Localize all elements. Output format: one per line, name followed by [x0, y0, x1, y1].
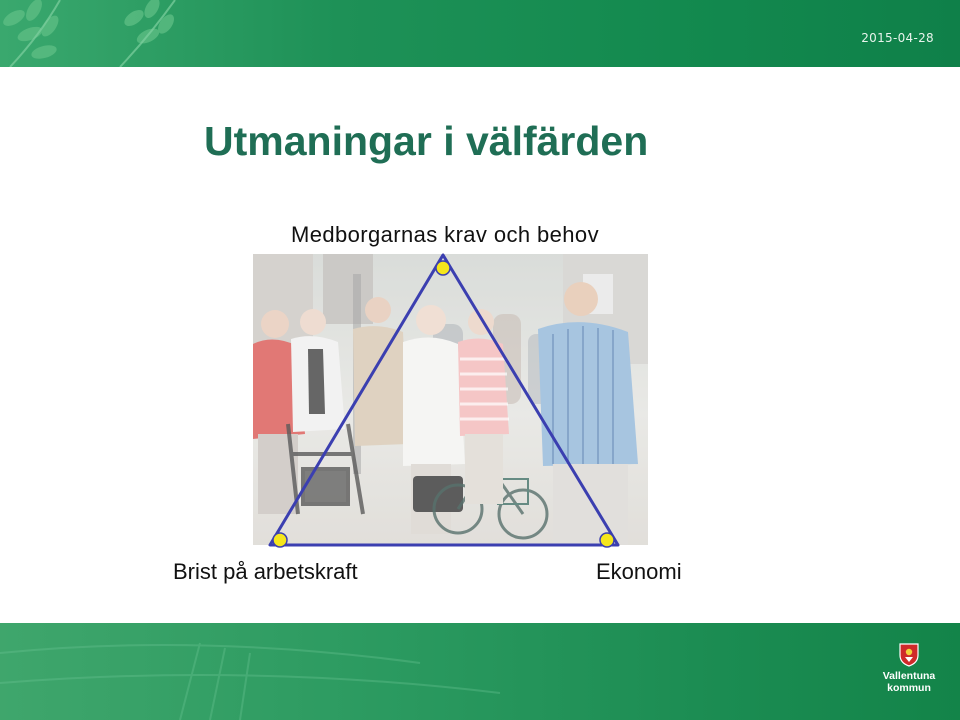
slide-title: Utmaningar i välfärden [204, 118, 649, 164]
leaf-decoration-icon [0, 0, 200, 67]
logo-text-vallentuna: Vallentuna [882, 670, 936, 682]
crowd-photo-image [253, 254, 648, 545]
municipality-crest-icon [899, 643, 919, 667]
background-photo [253, 254, 648, 545]
corner-label-top: Medborgarnas krav och behov [291, 222, 599, 247]
header-band [0, 0, 960, 67]
vallentuna-logo [878, 643, 940, 699]
footer-band [0, 623, 960, 720]
corner-label-right: Ekonomi [596, 559, 682, 584]
slide-date: 2015-04-28 [861, 31, 934, 45]
corner-label-left: Brist på arbetskraft [173, 559, 358, 584]
logo-text-kommun: kommun [887, 682, 931, 694]
footer-texture [0, 623, 960, 720]
